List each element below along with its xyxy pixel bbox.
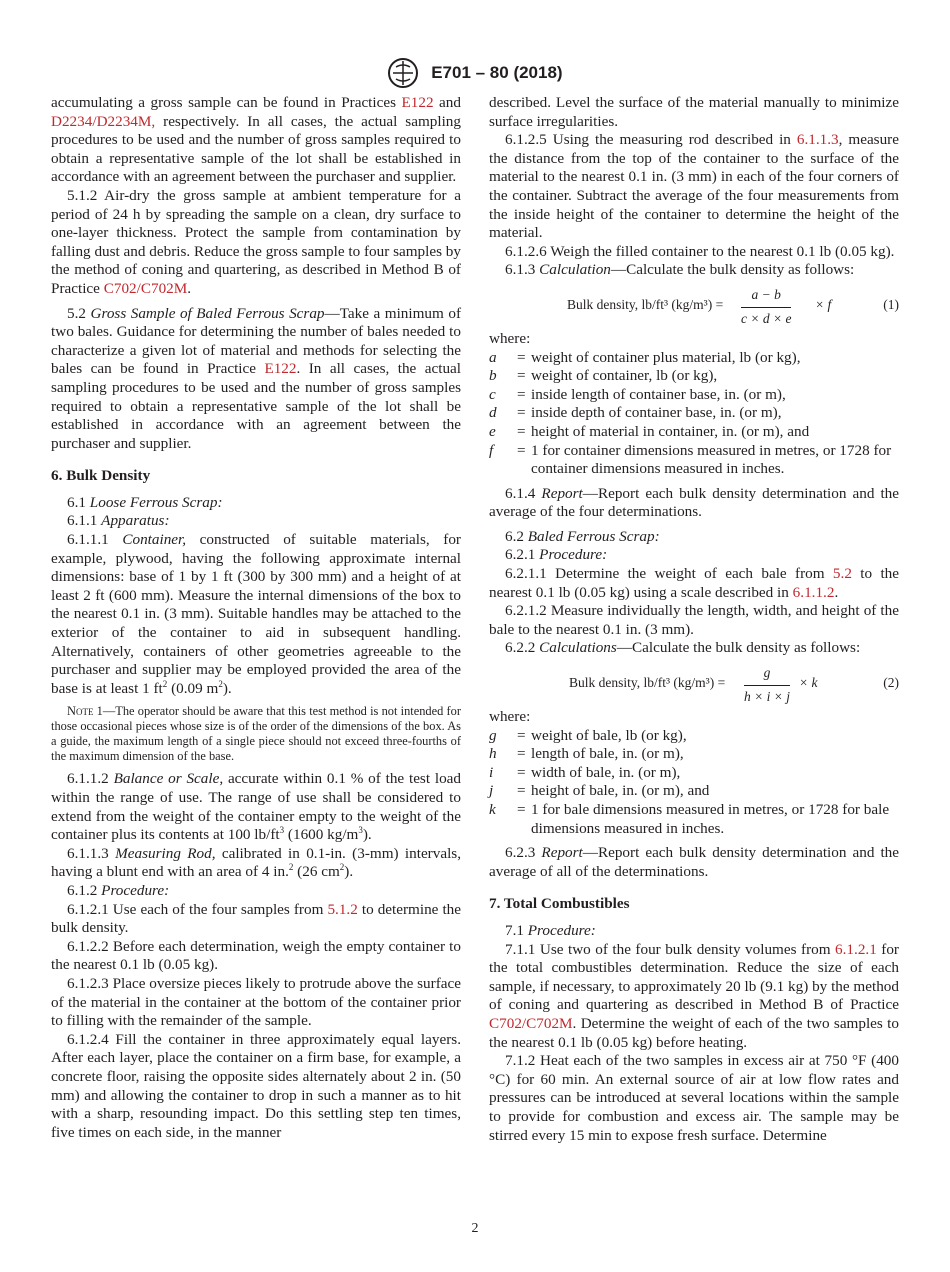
definition-text: 1 for bale dimensions measured in metres, or 1728 for bale dimensions measured in inches. (531, 801, 890, 837)
ref-link[interactable]: 6.1.1.3 (796, 131, 839, 149)
ref-link[interactable]: 5.2 (832, 565, 852, 583)
where-label: where: (489, 708, 531, 726)
variable: b (489, 367, 497, 385)
paragraph: 5.1.2 Air-dry the gross sample at ambient temperature for a period of 24 h by spreading the sample on a clean, dry surface to one-layer thickness. Protect the sample from contamination by falling dust and debris. Reduce the gross sample to four samples by the method of coning and quartering, as described in Method B of Practice C702/C702M. (51, 186, 461, 297)
ref-link[interactable]: E122 (264, 360, 297, 378)
ref-link[interactable]: C702/C702M (489, 1014, 573, 1032)
definition-text: length of bale, in. (or m), (531, 745, 684, 763)
definition-row (489, 367, 899, 386)
paragraph: described. Level the surface of the material manually to minimize surface irregularities. (489, 94, 899, 130)
equals-sign: = (517, 726, 526, 744)
paragraph: 7.1.2 Heat each of the two samples in excess air at 750 °F (400 °C) for 60 min. An external source of air at low flow rates and pressures can be introduced at several locations within the sample to provide for combustion and excess air. The sample may be stirred every 15 min to expose fresh surface. Determine (489, 1052, 899, 1144)
subheading: 6.2 Baled Ferrous Scrap: (505, 527, 660, 545)
paragraph: 6.1.1.3 Measuring Rod, calibrated in 0.1-in. (3-mm) intervals, having a blunt end with an area of 4 in.$^2$ (26 $cm^2$). (51, 844, 461, 881)
page-number: 2 (471, 1221, 479, 1236)
variable: a (489, 348, 497, 366)
ref-link[interactable]: 5.1.2 (327, 900, 358, 918)
definition-row (489, 745, 899, 764)
variable: h (489, 745, 497, 763)
paragraph: 6.1.1.1 Container, constructed of suitable materials, for example, plywood, having the following approximate internal dimensions: base of 1 by 1 ft (300 by 300 mm) and a height of at least 2 ft (600 mm). Measure the internal dimensions of the box to the nearest 0.1 in. (3 mm). Suitable handles may be attached to the exterior of the container to aid in subsequent handling. Alternatively, containers of other geometries agreeable to the purchaser and supplier may be employed provided the area of the base is at least 1 $ft^2$ (0.09 $m^2$). (51, 531, 461, 697)
definition-text: inside length of container base, in. (or m), (531, 385, 786, 403)
subheading: 7.1 Procedure: (505, 921, 596, 939)
variable: k (489, 801, 496, 818)
variable: g (489, 726, 497, 744)
section-heading: 6. Bulk Density (51, 467, 151, 485)
definition-row (489, 386, 899, 405)
paragraph: 6.2.2 Calculations—Calculate the bulk density as follows: (505, 639, 861, 657)
equation-1: Bulk density, lb/ft³ (kg/m³) = $\frac{a - b}{c \times d \times e}$ × f (1) (567, 286, 899, 326)
ref-link[interactable]: 6.1.1.2 (792, 583, 835, 601)
right-column (489, 94, 899, 1145)
equals-sign: = (517, 422, 526, 440)
definition-row (489, 727, 899, 746)
equals-sign: = (517, 404, 526, 422)
variable: c (489, 385, 496, 403)
note: Note 1—The operator should be aware that this test method is not intended for those occasional pieces whose size is of the order of the dimensions of the box. As a guide, the maximum length of a single piece should not exceed three-fourths of the maximum dimension of the base. (51, 704, 461, 764)
definition-row (489, 801, 899, 838)
definition-text: weight of bale, lb (or kg), (531, 726, 687, 744)
left-column (51, 94, 461, 1142)
ref-link[interactable]: 6.1.2.1 (835, 940, 877, 958)
ref-link[interactable]: E122 (401, 94, 434, 111)
document-designation: E701 – 80 (2018) (431, 62, 563, 82)
equals-sign: = (517, 782, 526, 800)
definition-text: weight of container plus material, lb (or kg), (531, 348, 801, 366)
paragraph: 6.1.2.6 Weigh the filled container to the nearest 0.1 lb (0.05 kg). (505, 242, 895, 260)
equals-sign: = (517, 385, 526, 403)
paragraph: 7.1.1 Use two of the four bulk density volumes from 6.1.2.1 for the total combustibles determination. Reduce the size of each sample, if necessary, to approximately 20 lb (9.1 kg) by the method of coning and quartering as described in Method B of Practice C702/C702M. Determine the weight of each of the two samples to the nearest 0.1 lb (0.05 kg) before heating. (489, 940, 899, 1051)
definitions-1 (489, 349, 899, 479)
paragraph: 6.1.1.2 Balance or Scale, accurate within 0.1 % of the test load within the range of use. The range of use shall be considered to extend from the weight of the container empty to the weight of the container plus its contents at 100 $lb/ft^3$ (1600 $kg/m^3$). (51, 770, 462, 844)
definition-row (489, 423, 899, 442)
definition-row (489, 442, 899, 479)
variable: i (489, 763, 494, 781)
subheading: 6.1.2 Procedure: (67, 881, 170, 899)
ref-link[interactable]: C702/C702M (103, 279, 188, 297)
section-heading: 7. Total Combustibles (489, 895, 630, 913)
variable: e (489, 422, 496, 440)
astm-logo-icon (387, 57, 419, 89)
paragraph: 6.1.2.2 Before each determination, weigh the empty container to the nearest 0.1 lb (0.05 kg). (51, 937, 461, 974)
paragraph: 6.1.2.5 Using the measuring rod described in 6.1.1.3, measure the distance from the top of the container to the surface of the material to the nearest 0.1 in. (3 mm) in each of the four corners of the container. Subtract the average of the four measurements from the inside height of the container to determine the height of the material. (489, 131, 899, 242)
equals-sign: = (517, 441, 526, 459)
variable: d (489, 404, 497, 422)
equals-sign: = (517, 348, 526, 366)
paragraph: 6.2.1.2 Measure individually the length, width, and height of the bale to the nearest 0.1 in. (3 mm). (489, 602, 899, 638)
where-label: where: (489, 329, 531, 347)
definition-text: inside depth of container base, in. (or m), (531, 404, 782, 422)
variable: f (489, 441, 494, 459)
ref-link[interactable]: D2234/D2234M, (51, 112, 156, 130)
definitions-2 (489, 727, 899, 839)
page-header (0, 57, 950, 89)
paragraph: 6.2.1.1 Determine the weight of each bale from 5.2 to the nearest 0.1 lb (0.05 kg) using a scale described in 6.1.1.2. (489, 565, 899, 601)
equals-sign: = (517, 745, 526, 763)
paragraph: accumulating a gross sample can be found in Practices E122 and D2234/D2234M, respectively. In all cases, the actual sampling procedures to be used and the number of gross samples required to obtain a representative sample of the lot shall be established in accordance with an agreement between the purchaser and supplier. (51, 94, 461, 186)
paragraph: 6.2.3 Report—Report each bulk density determination and the average of all of the determinations. (489, 844, 900, 880)
paragraph: 6.1.2.1 Use each of the four samples from 5.1.2 to determine the bulk density. (51, 900, 461, 937)
definition-text: height of material in container, in. (or m), and (531, 422, 810, 440)
equals-sign: = (517, 763, 526, 781)
definition-text: weight of container, lb (or kg), (531, 367, 718, 385)
subheading: 6.1 Loose Ferrous Scrap: (67, 493, 223, 511)
equation-2: Bulk density, lb/ft³ (kg/m³) = $\frac{g}{h \times i \times j}$ × k (2) (569, 665, 899, 704)
subheading: 6.1.1 Apparatus: (67, 512, 170, 530)
paragraph: 5.2 Gross Sample of Baled Ferrous Scrap—Take a minimum of two bales. Guidance for determining the number of bales needed to characterize a given lot of material and methods for selecting the bales can be found in Practice E122. In all cases, the actual sampling procedures to be used and the number of gross samples required to obtain a representative sample of the lot shall be established in accordance with an agreement between the purchaser and supplier. (51, 304, 461, 452)
definition-text: height of bale, in. (or m), and (531, 782, 710, 800)
variable: j (489, 782, 494, 800)
paragraph: 6.1.2.4 Fill the container in three approximately equal layers. After each layer, place the container on a firm base, for example, a concrete floor, raising the opposite sides alternately about 2 in. (50 mm) and allowing the container to drop in such a manner as to hit with a sharp, resounding impact. Do this settling step ten times, five times on each side, in the manner (51, 1030, 461, 1141)
equals-sign: = (517, 801, 526, 818)
definition-row (489, 764, 899, 783)
definition-row (489, 349, 899, 368)
subheading: 6.2.1 Procedure: (505, 546, 608, 564)
definition-row (489, 782, 899, 801)
definition-text: 1 for container dimensions measured in metres, or 1728 for container dimensions measured in inches. (531, 441, 892, 478)
paragraph: 6.1.2.3 Place oversize pieces likely to protrude above the surface of the material in the container at the bottom of the container prior to filling with the remainder of the sample. (51, 974, 461, 1030)
definition-row (489, 404, 899, 423)
definition-text: width of bale, in. (or m), (531, 763, 681, 781)
paragraph: 6.1.3 Calculation—Calculate the bulk density as follows: (505, 261, 855, 279)
paragraph: 6.1.4 Report—Report each bulk density determination and the average of the four determinations. (489, 484, 900, 521)
equals-sign: = (517, 367, 526, 385)
